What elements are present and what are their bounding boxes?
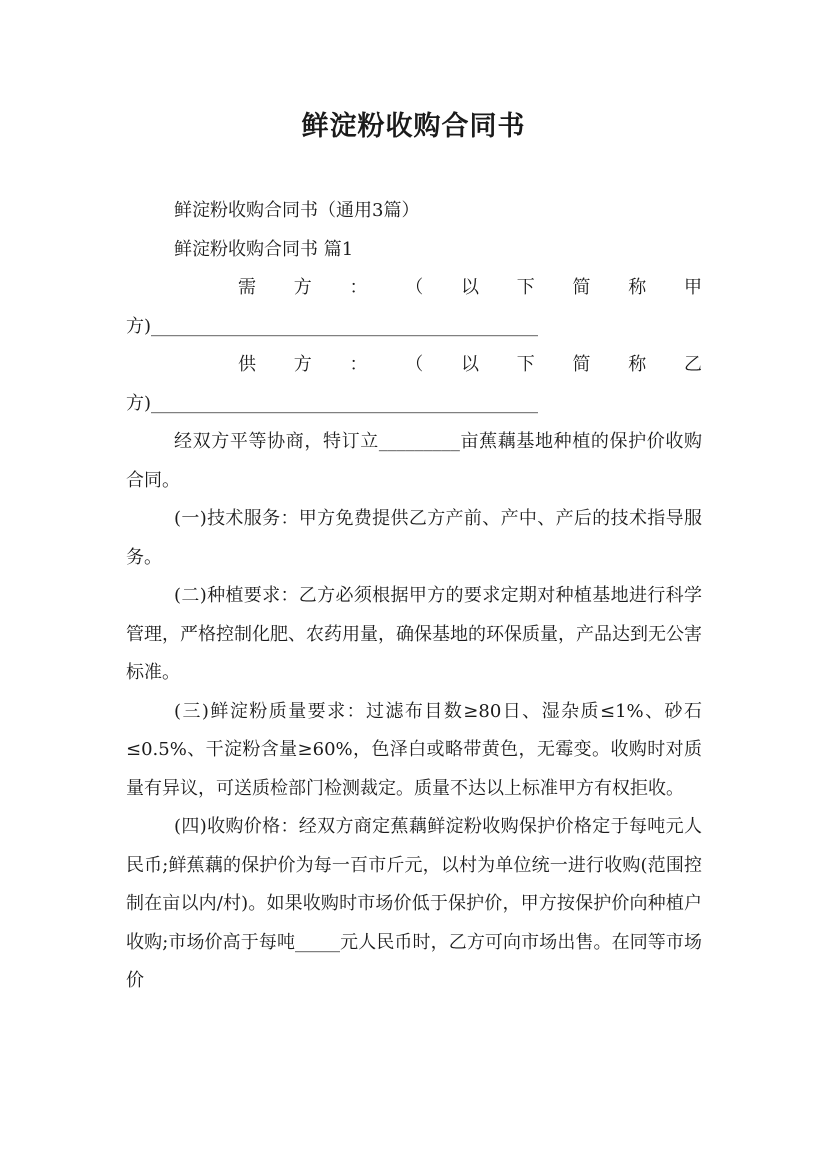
subtitle: 鲜淀粉收购合同书（通用3篇）	[174, 200, 420, 221]
demand-party-char: 需	[238, 277, 256, 298]
supply-party-char: 简	[572, 354, 591, 375]
demand-party-char: 下	[516, 277, 535, 298]
demand-party-char: （	[405, 277, 424, 298]
demand-party-char: 称	[628, 277, 647, 298]
demand-party-line	[126, 269, 702, 308]
demand-party-blank: 方)___________________________________________	[126, 315, 539, 337]
supply-party-char: 供	[238, 354, 256, 375]
supply-party-char: 方	[293, 354, 312, 375]
demand-party-char: 以	[461, 277, 479, 298]
demand-party-char: 甲	[684, 277, 702, 298]
document-body	[126, 192, 702, 1001]
supply-party-char: 以	[461, 354, 479, 375]
document-title: 鲜淀粉收购合同书	[301, 111, 526, 142]
demand-party-char: 简	[572, 277, 591, 298]
supply-party-char: ：	[349, 354, 368, 375]
paragraph-planting-requirements: (二)种植要求：乙方必须根据甲方的要求定期对种植基地进行科学管理，严格控制化肥、农药用量，确保基地的环保质量，产品达到无公害标准。	[126, 585, 702, 683]
supply-party-char: 称	[628, 354, 647, 375]
supply-party-char: （	[405, 354, 424, 375]
supply-party-line	[126, 346, 702, 385]
paragraph-purchase-price: (四)收购价格：经双方商定蕉藕鲜淀粉收购保护价格定于每吨元人民币;鲜蕉藕的保护价为每一百市斤元，以村为单位统一进行收购(范围控制在亩以内/村)。如果收购时市场价低于保护价，甲方按保护价向种植户收购;市场价高于每吨_____元人民币时，乙方可向市场出售。在同等市场价	[126, 816, 702, 991]
supply-party-char: 下	[516, 354, 535, 375]
demand-party-char: 方	[293, 277, 312, 298]
paragraph-quality-requirements: (三)鲜淀粉质量要求：过滤布目数≥80日、湿杂质≤1%、砂石≤0.5%、干淀粉含量≥60%，色泽白或略带黄色，无霉变。收购时对质量有异议，可送质检部门检测裁定。质量不达以上标准甲方有权拒收。	[126, 700, 702, 799]
paragraph-agreement: 经双方平等协商，特订立_________亩蕉藕基地种植的保护价收购合同。	[126, 431, 702, 491]
supply-party-blank: 方)___________________________________________	[126, 392, 539, 414]
demand-party-char: ：	[349, 277, 368, 298]
section-heading: 鲜淀粉收购合同书 篇1	[174, 238, 354, 260]
supply-party-char: 乙	[684, 354, 702, 375]
paragraph-technical-service: (一)技术服务：甲方免费提供乙方产前、产中、产后的技术指导服务。	[126, 508, 702, 568]
